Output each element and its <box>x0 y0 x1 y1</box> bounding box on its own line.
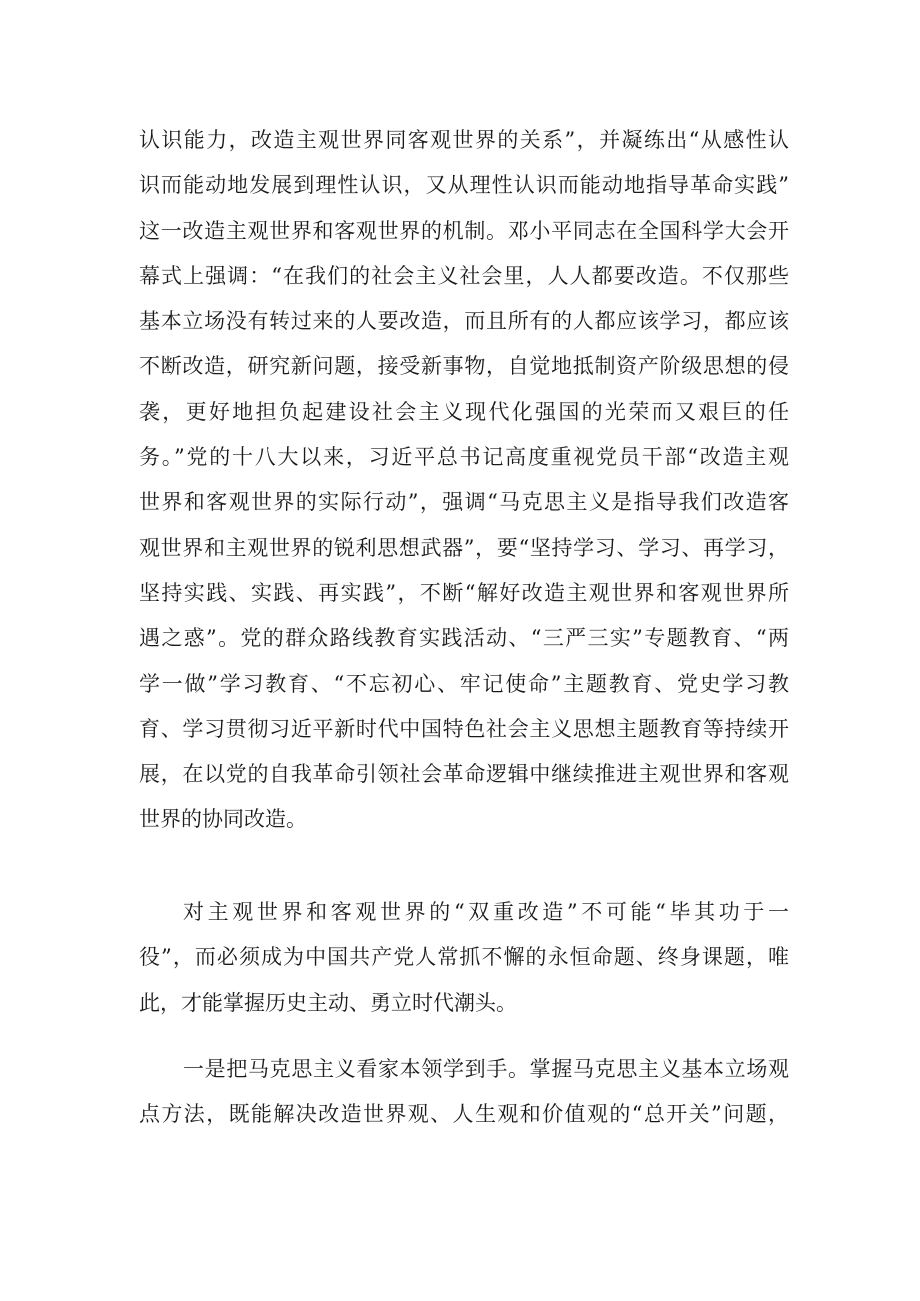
text-line: 学一做”学习教育、“不忘初心、牢记使命”主题教育、党史学习教 <box>139 671 789 696</box>
text-line: 役”，而必须成为中国共产党人常抓不懈的永恒命题、终身课题，唯 <box>139 945 789 970</box>
text-line: 育、学习贯彻习近平新时代中国特色社会主义思想主题教育等持续开 <box>139 716 789 741</box>
paragraph-1 <box>139 118 789 843</box>
text-line: 不断改造，研究新问题，接受新事物，自觉地抵制资产阶级思想的侵 <box>139 354 789 379</box>
paragraph-3 <box>139 1047 789 1138</box>
text-line: 一是把马克思主义看家本领学到手。掌握马克思主义基本立场观 <box>183 1057 789 1081</box>
text-line: 观世界和主观世界的锐利思想武器”，要“坚持学习、学习、再学习， <box>139 535 789 560</box>
text-line: 识而能动地发展到理性认识，又从理性认识而能动地指导革命实践” <box>139 173 789 198</box>
paragraph-2 <box>139 890 789 1026</box>
text-line: 认识能力，改造主观世界同客观世界的关系”，并凝练出“从感性认 <box>139 128 789 152</box>
text-line: 对主观世界和客观世界的“双重改造”不可能“毕其功于一 <box>183 900 789 924</box>
text-line: 幕式上强调：“在我们的社会主义社会里，人人都要改造。不仅那些 <box>139 263 789 288</box>
text-line: 此，才能掌握历史主动、勇立时代潮头。 <box>139 990 517 1015</box>
text-line: 袭，更好地担负起建设社会主义现代化强国的光荣而又艰巨的任 <box>139 399 789 424</box>
text-line: 这一改造主观世界和客观世界的机制。邓小平同志在全国科学大会开 <box>139 218 789 243</box>
text-line: 世界的协同改造。 <box>139 807 307 832</box>
text-line: 遇之惑”。党的群众路线教育实践活动、“三严三实”专题教育、“两 <box>139 626 789 651</box>
text-line: 坚持实践、实践、再实践”，不断“解好改造主观世界和客观世界所 <box>139 580 789 605</box>
text-line: 展，在以党的自我革命引领社会革命逻辑中继续推进主观世界和客观 <box>139 762 789 787</box>
text-line: 基本立场没有转过来的人要改造，而且所有的人都应该学习，都应该 <box>139 309 789 334</box>
text-line: 务。”党的十八大以来，习近平总书记高度重视党员干部“改造主观 <box>139 445 789 470</box>
text-line: 点方法，既能解决改造世界观、人生观和价值观的“总开关”问题， <box>139 1102 789 1127</box>
text-line: 世界和客观世界的实际行动”，强调“马克思主义是指导我们改造客 <box>139 490 789 515</box>
